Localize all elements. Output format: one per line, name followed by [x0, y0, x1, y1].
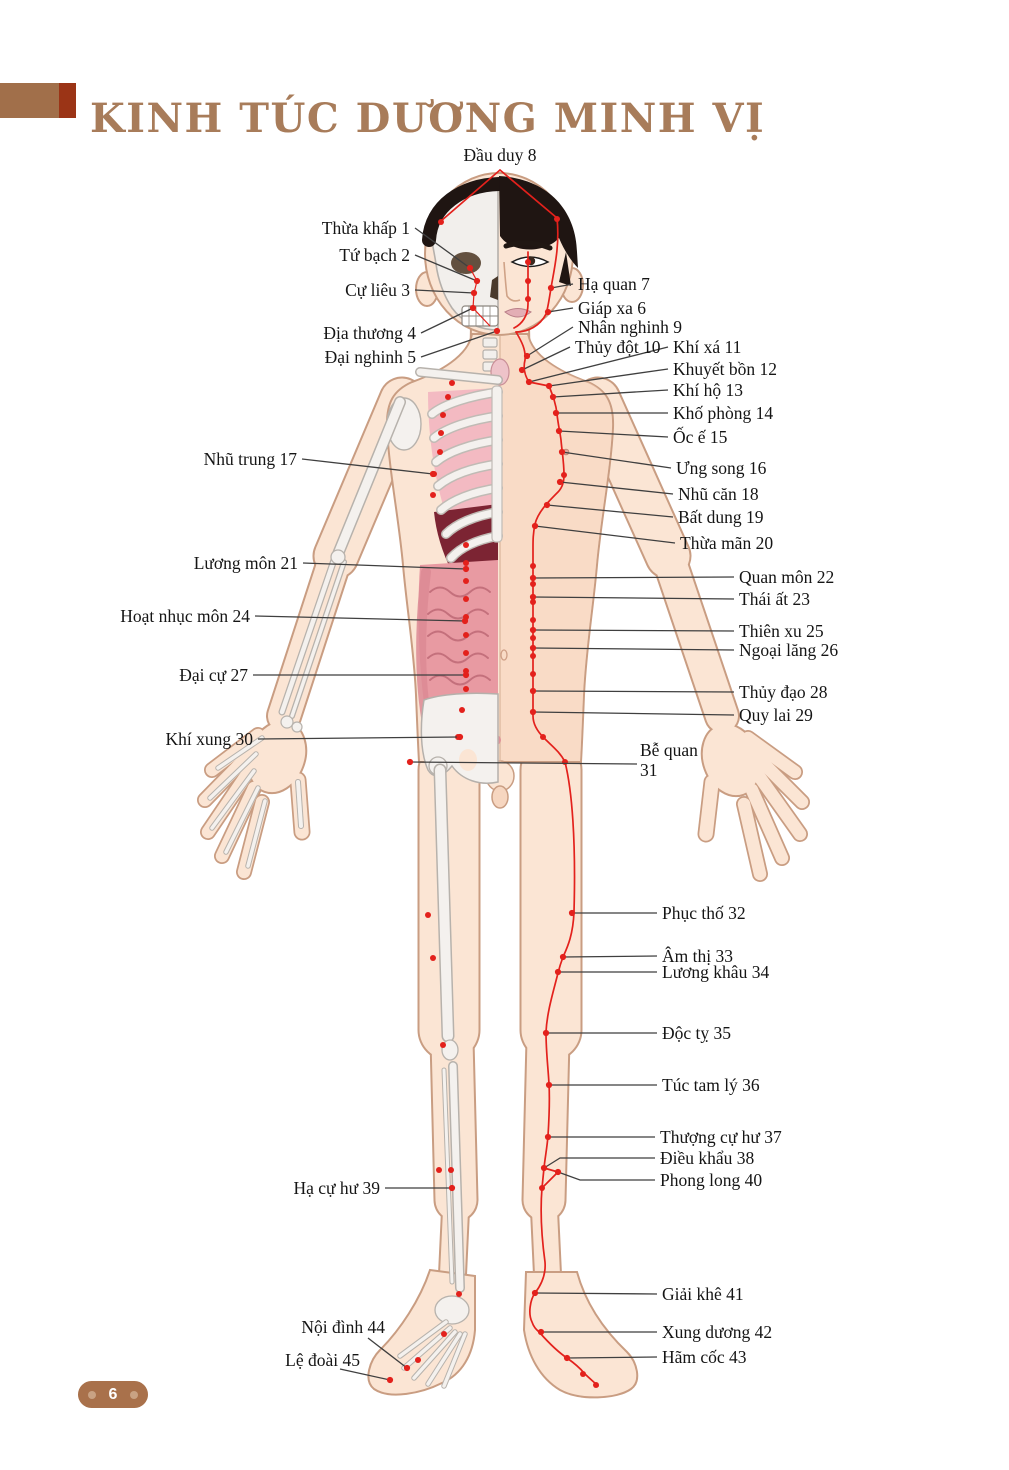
acupoint-dot: [524, 353, 530, 359]
acupoint-label: Khí hộ 13: [673, 380, 743, 400]
acupoint-label: Âm thị 33: [662, 946, 733, 966]
leader-line: [527, 327, 573, 356]
acupoint-dot: [474, 278, 480, 284]
acupoint-label: Bất dung 19: [678, 507, 764, 527]
acupoint-dot: [530, 627, 536, 633]
acupoint-dot: [555, 969, 561, 975]
acupoint-label: Phục thố 32: [662, 903, 746, 923]
acupoint-label: Giáp xa 6: [578, 298, 647, 318]
acupoint-dot: [467, 265, 473, 271]
acupoint-dot: [559, 449, 565, 455]
acupoint-label: Nội đình 44: [301, 1317, 385, 1337]
acupoint-label: Thiên xu 25: [739, 621, 824, 641]
acupoint-dot: [532, 1290, 538, 1296]
acupoint-dot: [548, 285, 554, 291]
acupoint-dot: [545, 1134, 551, 1140]
acupoint-dot: [550, 394, 556, 400]
acupoint-label: Thái ất 23: [739, 589, 810, 609]
acupoint-label: Hãm cốc 43: [662, 1347, 747, 1367]
acupoint-dot: [463, 566, 469, 572]
acupoint-dot: [545, 309, 551, 315]
acupoint-dot: [471, 290, 477, 296]
acupoint-dot: [404, 1365, 410, 1371]
acupoint-label: Ưng song 16: [676, 458, 767, 478]
acupoint-dot: [569, 910, 575, 916]
acupoint-label: Giải khê 41: [662, 1284, 744, 1304]
page-title: KINH TÚC DƯƠNG MINH VỊ: [90, 94, 766, 142]
acupoint-label: Lương khâu 34: [662, 962, 770, 982]
acupoint-label: Bễ quan 31: [640, 740, 698, 780]
acupoint-label: Điều khẩu 38: [660, 1148, 755, 1168]
acupoint-label: Thượng cự hư 37: [660, 1127, 782, 1147]
acupoint-label: Nhân nghinh 9: [578, 317, 683, 337]
acupoint-label: Khố phòng 14: [673, 403, 774, 423]
acupoint-dot: [470, 305, 476, 311]
acupoint-label: Nhũ căn 18: [678, 484, 759, 504]
acupoint-label: Lương môn 21: [193, 553, 298, 573]
pill-dot-left: [88, 1391, 96, 1399]
acupoint-label: Xung dương 42: [662, 1322, 773, 1342]
acupoint-dot: [530, 594, 536, 600]
acupoint-label: Hạ quan 7: [578, 274, 650, 294]
acupoint-dot: [530, 575, 536, 581]
acupoint-dot: [519, 367, 525, 373]
acupoint-label: Ốc ế 15: [673, 427, 728, 447]
acupoint-label: Túc tam lý 36: [662, 1075, 760, 1095]
acupoint-label: Độc tỵ 35: [662, 1023, 732, 1043]
acupoint-dot: [449, 1185, 455, 1191]
acupoint-dot: [532, 523, 538, 529]
page-number-pill: [78, 1381, 148, 1408]
acupoint-dot: [494, 328, 500, 334]
acupoint-label: Thừa mãn 20: [680, 533, 774, 553]
acupoint-label: Tứ bạch 2: [339, 245, 410, 265]
acupoint-dot: [430, 471, 436, 477]
acupoint-dot: [463, 672, 469, 678]
acupoint-dot: [541, 1165, 547, 1171]
acupoint-dot: [462, 618, 468, 624]
acupoint-label: Đầu duy 8: [463, 145, 537, 165]
eye-socket: [451, 252, 481, 274]
acupoint-dot: [543, 1030, 549, 1036]
acupoint-label: Thừa khấp 1: [321, 218, 410, 238]
acupoint-label: Địa thương 4: [323, 323, 416, 343]
acupoint-dot: [538, 1329, 544, 1335]
acupoint-dot: [553, 410, 559, 416]
acupoint-label: Hạ cự hư 39: [293, 1178, 380, 1198]
acupoint-dot: [530, 645, 536, 651]
acupoint-label: Phong long 40: [660, 1170, 763, 1190]
acupoint-label: Đại nghinh 5: [324, 347, 416, 367]
acupoint-dot: [530, 688, 536, 694]
acupoint-dot: [546, 383, 552, 389]
acupoint-label: Ngoại lăng 26: [739, 640, 839, 660]
acupoint-dot: [555, 1169, 561, 1175]
acupoint-dot: [530, 709, 536, 715]
acupoint-label: Quan môn 22: [739, 567, 835, 587]
acupoint-dot: [526, 379, 532, 385]
acupoint-dot: [557, 479, 563, 485]
acupoint-label: Khuyết bồn 12: [673, 359, 778, 379]
acupoint-label: Cự liêu 3: [345, 280, 410, 300]
acupoint-label: Nhũ trung 17: [203, 449, 297, 469]
acupoint-dot: [560, 954, 566, 960]
acupoint-label: Đại cự 27: [179, 665, 248, 685]
acupoint-label: Hoạt nhục môn 24: [120, 606, 250, 626]
acupoint-dot: [546, 1082, 552, 1088]
acupoint-dot: [564, 1355, 570, 1361]
leader-line: [558, 1172, 655, 1180]
acupoint-dot: [387, 1377, 393, 1383]
acupoint-dot: [544, 502, 550, 508]
acupoint-label: Khí xá 11: [673, 337, 742, 357]
acupoint-dot: [407, 759, 413, 765]
acupoint-label: Quy lai 29: [739, 705, 813, 725]
acupoint-dot: [457, 734, 463, 740]
acupoint-label: Thủy đột 10: [575, 337, 661, 357]
acupoint-dot: [556, 428, 562, 434]
acupoint-label: Lệ đoài 45: [285, 1350, 360, 1370]
acupoint-label: Thủy đạo 28: [739, 682, 828, 702]
acupoint-label: Khí xung 30: [165, 729, 253, 749]
pill-dot-right: [130, 1391, 138, 1399]
page-number: 6: [108, 1385, 118, 1403]
